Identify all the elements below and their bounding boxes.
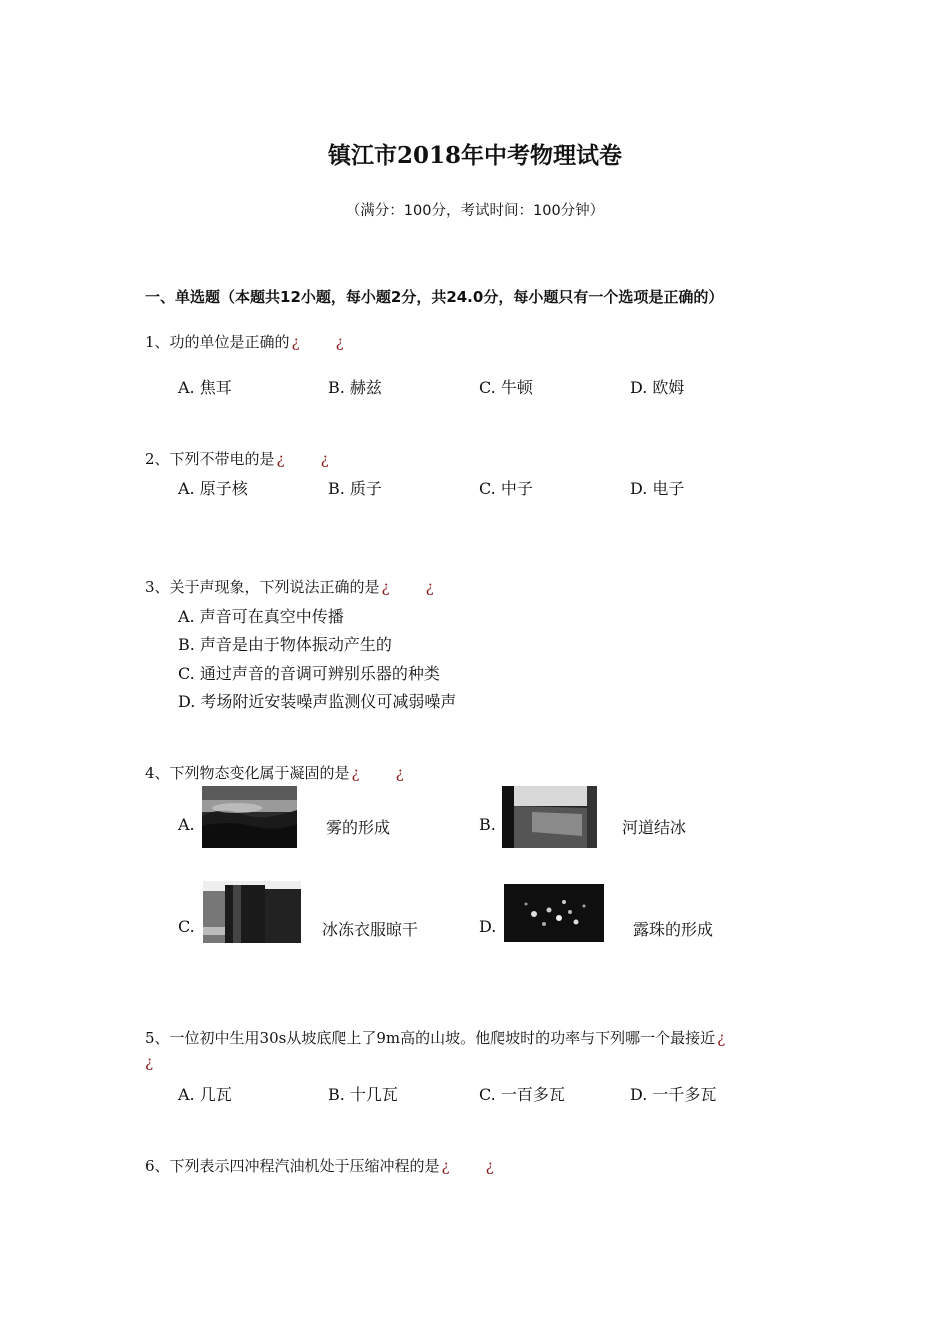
option-b: B. 赫兹 bbox=[328, 378, 382, 397]
answer-blank-marker: ¿ bbox=[717, 1029, 726, 1047]
answer-blank-marker: ¿ bbox=[320, 450, 329, 468]
question-6-stem bbox=[145, 1155, 494, 1176]
question-4-stem bbox=[145, 762, 404, 783]
option-b-letter: B. bbox=[479, 815, 496, 834]
answer-blank-marker: ¿ bbox=[381, 578, 390, 596]
dew-drops-photo bbox=[504, 884, 604, 942]
question-3-stem bbox=[145, 576, 434, 597]
option-b: B. 十几瓦 bbox=[328, 1085, 398, 1104]
frozen-clothes-photo bbox=[203, 881, 301, 943]
option-a-caption: 雾的形成 bbox=[326, 818, 391, 837]
option-d: D. 欧姆 bbox=[630, 378, 685, 397]
answer-blank-marker: ¿ bbox=[291, 333, 300, 351]
answer-blank-marker: ¿ bbox=[335, 333, 344, 351]
option-c: C. 通过声音的音调可辨别乐器的种类 bbox=[178, 664, 440, 683]
answer-blank-marker: ¿ bbox=[276, 450, 285, 468]
river-ice-photo bbox=[502, 786, 597, 848]
answer-blank-marker: ¿ bbox=[145, 1053, 154, 1071]
answer-blank-marker: ¿ bbox=[425, 578, 434, 596]
option-d: D. 一千多瓦 bbox=[630, 1085, 717, 1104]
answer-blank-marker: ¿ bbox=[351, 764, 360, 782]
question-text: 6、下列表示四冲程汽油机处于压缩冲程的是 bbox=[145, 1157, 440, 1175]
question-text: 1、功的单位是正确的 bbox=[145, 333, 290, 351]
question-text: 3、关于声现象，下列说法正确的是 bbox=[145, 578, 380, 596]
option-c: C. 一百多瓦 bbox=[479, 1085, 565, 1104]
option-a-letter: A. bbox=[178, 815, 195, 834]
fog-photo bbox=[202, 786, 297, 848]
option-c: C. 牛顿 bbox=[479, 378, 533, 397]
option-a: A. 焦耳 bbox=[178, 378, 232, 397]
option-c: C. 中子 bbox=[479, 479, 533, 498]
option-a: A. 原子核 bbox=[178, 479, 248, 498]
answer-blank-marker: ¿ bbox=[441, 1157, 450, 1175]
option-a: A. 声音可在真空中传播 bbox=[178, 607, 344, 626]
page-title: 镇江市2018年中考物理试卷 bbox=[327, 142, 622, 169]
option-b: B. 声音是由于物体振动产生的 bbox=[178, 635, 392, 654]
exam-info: （满分：100分，考试时间：100分钟） bbox=[345, 203, 605, 219]
question-1-stem bbox=[145, 331, 344, 352]
question-text: 4、下列物态变化属于凝固的是 bbox=[145, 764, 350, 782]
question-text: 5、一位初中生用30s从坡底爬上了9m高的山坡。他爬坡时的功率与下列哪一个最接近 bbox=[145, 1029, 716, 1047]
option-c-letter: C. bbox=[178, 917, 195, 936]
option-d: D. 电子 bbox=[630, 479, 685, 498]
question-2-stem bbox=[145, 448, 329, 469]
section-heading: 一、单选题（本题共12小题，每小题2分，共24.0分，每小题只有一个选项是正确的） bbox=[145, 288, 724, 306]
option-d: D. 考场附近安装噪声监测仪可减弱噪声 bbox=[178, 692, 457, 711]
option-b: B. 质子 bbox=[328, 479, 382, 498]
question-5-stem bbox=[145, 1027, 725, 1048]
option-b-caption: 河道结冰 bbox=[622, 818, 687, 837]
answer-blank-marker: ¿ bbox=[395, 764, 404, 782]
question-text: 2、下列不带电的是 bbox=[145, 450, 275, 468]
option-d-letter: D. bbox=[479, 917, 497, 936]
option-c-caption: 冰冻衣服晾干 bbox=[322, 920, 419, 939]
option-d-caption: 露珠的形成 bbox=[633, 920, 714, 939]
answer-blank-marker: ¿ bbox=[485, 1157, 494, 1175]
option-a: A. 几瓦 bbox=[178, 1085, 232, 1104]
